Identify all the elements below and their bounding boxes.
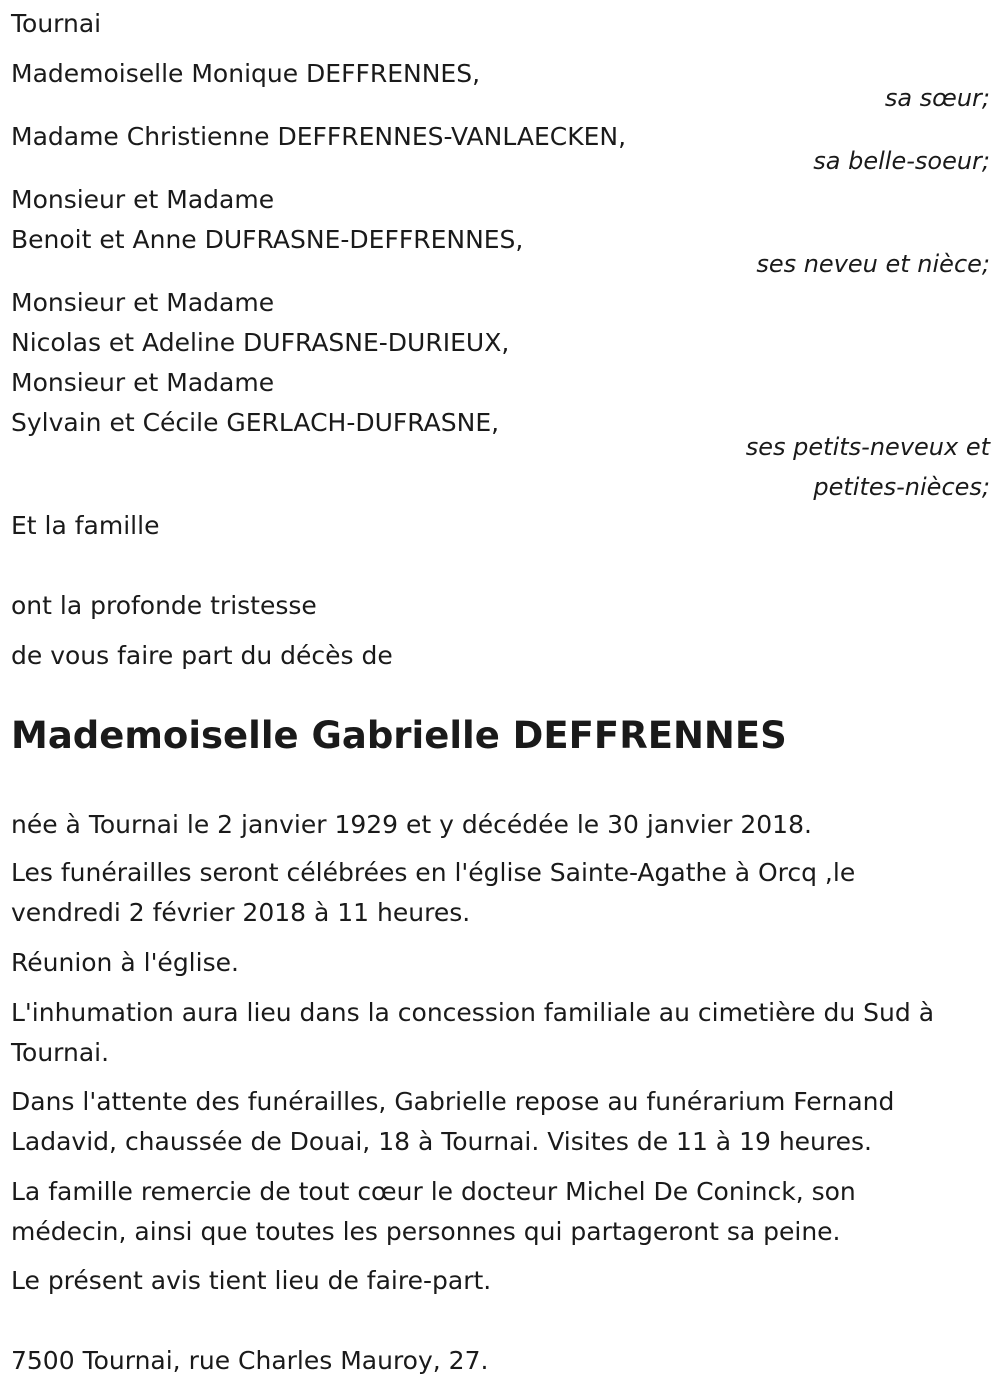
relation-sister: sa sœur; — [884, 84, 990, 112]
burial-details-line-2: Tournai. — [11, 1038, 110, 1067]
family-member-nephew-line-2: Benoit et Anne DUFRASNE-DEFFRENNES, — [11, 225, 524, 254]
address: 7500 Tournai, rue Charles Mauroy, 27. — [11, 1346, 489, 1375]
visitation-details-line-2: Ladavid, chaussée de Douai, 18 à Tournai. Visites de 11 à 19 heures. — [11, 1127, 872, 1156]
family-member-nephew-line-1: Monsieur et Madame — [11, 185, 275, 214]
family-member-grandnephew-line-3: Monsieur et Madame — [11, 368, 275, 397]
deceased-name: Mademoiselle Gabrielle DEFFRENNES — [11, 714, 787, 757]
family-member-grandnephew-line-2: Nicolas et Adeline DUFRASNE-DURIEUX, — [11, 328, 510, 357]
funeral-details-line-2: vendredi 2 février 2018 à 11 heures. — [11, 898, 471, 927]
announcement-line-2: de vous faire part du décès de — [11, 641, 393, 670]
family-member-sister-in-law: Madame Christienne DEFFRENNES-VANLAECKEN, — [11, 122, 627, 151]
family-member-grandnephew-line-1: Monsieur et Madame — [11, 288, 275, 317]
funeral-details-line-1: Les funérailles seront célébrées en l'église Sainte-Agathe à Orcq ,le — [11, 858, 856, 887]
meeting-details: Réunion à l'église. — [11, 948, 239, 977]
family-member-sister: Mademoiselle Monique DEFFRENNES, — [11, 59, 481, 88]
relation-grandnephews-line-1: ses petits-neveux et — [745, 433, 990, 461]
burial-details-line-1: L'inhumation aura lieu dans la concession familiale au cimetière du Sud à — [11, 998, 935, 1027]
relation-nephew-niece: ses neveu et nièce; — [756, 250, 990, 278]
family-member-grandnephew-line-4: Sylvain et Cécile GERLACH-DUFRASNE, — [11, 408, 500, 437]
and-family: Et la famille — [11, 511, 160, 540]
thanks-line-2: médecin, ainsi que toutes les personnes qui partageront sa peine. — [11, 1217, 841, 1246]
relation-grandnephews-line-2: petites-nièces; — [813, 473, 990, 501]
birth-death-details: née à Tournai le 2 janvier 1929 et y décédée le 30 janvier 2018. — [11, 810, 812, 839]
notice-statement: Le présent avis tient lieu de faire-part. — [11, 1266, 492, 1295]
city-heading: Tournai — [11, 9, 102, 38]
thanks-line-1: La famille remercie de tout cœur le docteur Michel De Coninck, son — [11, 1177, 856, 1206]
announcement-line-1: ont la profonde tristesse — [11, 591, 317, 620]
visitation-details-line-1: Dans l'attente des funérailles, Gabrielle repose au funérarium Fernand — [11, 1087, 895, 1116]
relation-sister-in-law: sa belle-soeur; — [813, 147, 990, 175]
